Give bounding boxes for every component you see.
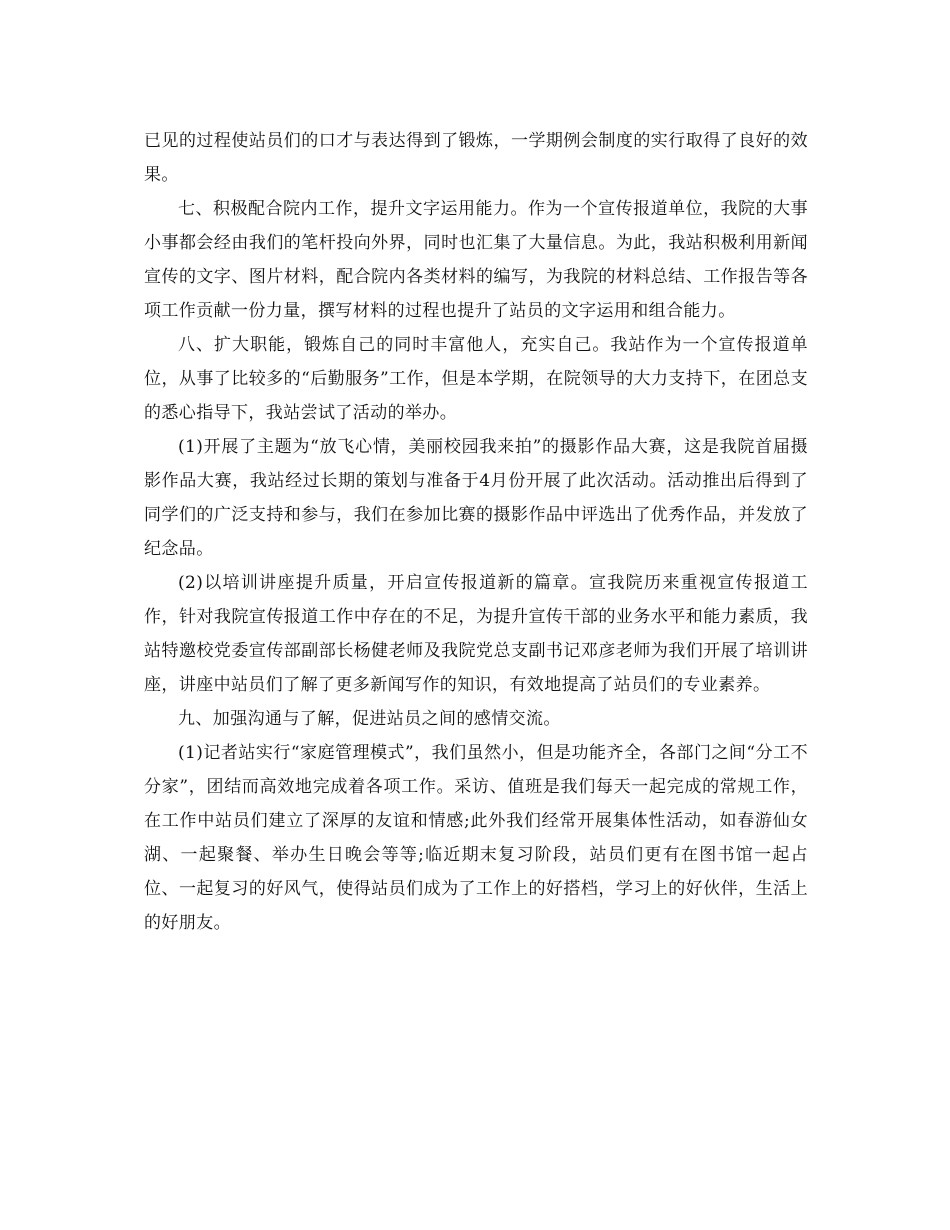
paragraph-section-nine: 九、加强沟通与了解，促进站员之间的感情交流。 xyxy=(178,709,561,729)
document-body xyxy=(144,124,808,940)
paragraph-continuation: 已见的过程使站员们的口才与表达得到了锻炼，一学期例会制度的实行取得了良好的效果。 xyxy=(144,131,808,185)
paragraph-item-training-lecture: (2)以培训讲座提升质量，开启宣传报道新的篇章。宣我院历来重视宣传报道工作，针对我院宣传报道工作中存在的不足，为提升宣传干部的业务水平和能力素质，我站特邀校党委宣传部副部长杨健老师及我院党总支副书记邓彦老师为我们开展了培训讲座，讲座中站员们了解了更多新闻写作的知识，有效地提高了站员们的专业素养。 xyxy=(144,573,808,695)
paragraph-section-seven: 七、积极配合院内工作，提升文字运用能力。作为一个宣传报道单位，我院的大事小事都会经由我们的笔杆投向外界，同时也汇集了大量信息。为此，我站积极利用新闻宣传的文字、图片材料，配合院内各类材料的编写，为我院的材料总结、工作报告等各项工作贡献一份力量，撰写材料的过程也提升了站员的文字运用和组合能力。 xyxy=(144,199,808,321)
paragraph-item-photo-contest: (1)开展了主题为“放飞心情，美丽校园我来拍”的摄影作品大赛，这是我院首届摄影作品大赛，我站经过长期的策划与准备于4月份开展了此次活动。活动推出后得到了同学们的广泛支持和参与，我们在参加比赛的摄影作品中评选出了优秀作品，并发放了纪念品。 xyxy=(144,437,808,559)
paragraph-section-eight: 八、扩大职能，锻炼自己的同时丰富他人，充实自己。我站作为一个宣传报道单位，从事了比较多的“后勤服务”工作，但是本学期，在院领导的大力支持下，在团总支的悉心指导下，我站尝试了活动的举办。 xyxy=(144,335,808,423)
paragraph-item-family-model: (1)记者站实行“家庭管理模式”，我们虽然小，但是功能齐全，各部门之间“分工不分家”，团结而高效地完成着各项工作。采访、值班是我们每天一起完成的常规工作，在工作中站员们建立了深厚的友谊和情感;此外我们经常开展集体性活动，如春游仙女湖、一起聚餐、举办生日晚会等等;临近期末复习阶段，站员们更有在图书馆一起占位、一起复习的好风气，使得站员们成为了工作上的好搭档，学习上的好伙伴，生活上的好朋友。 xyxy=(144,743,808,933)
